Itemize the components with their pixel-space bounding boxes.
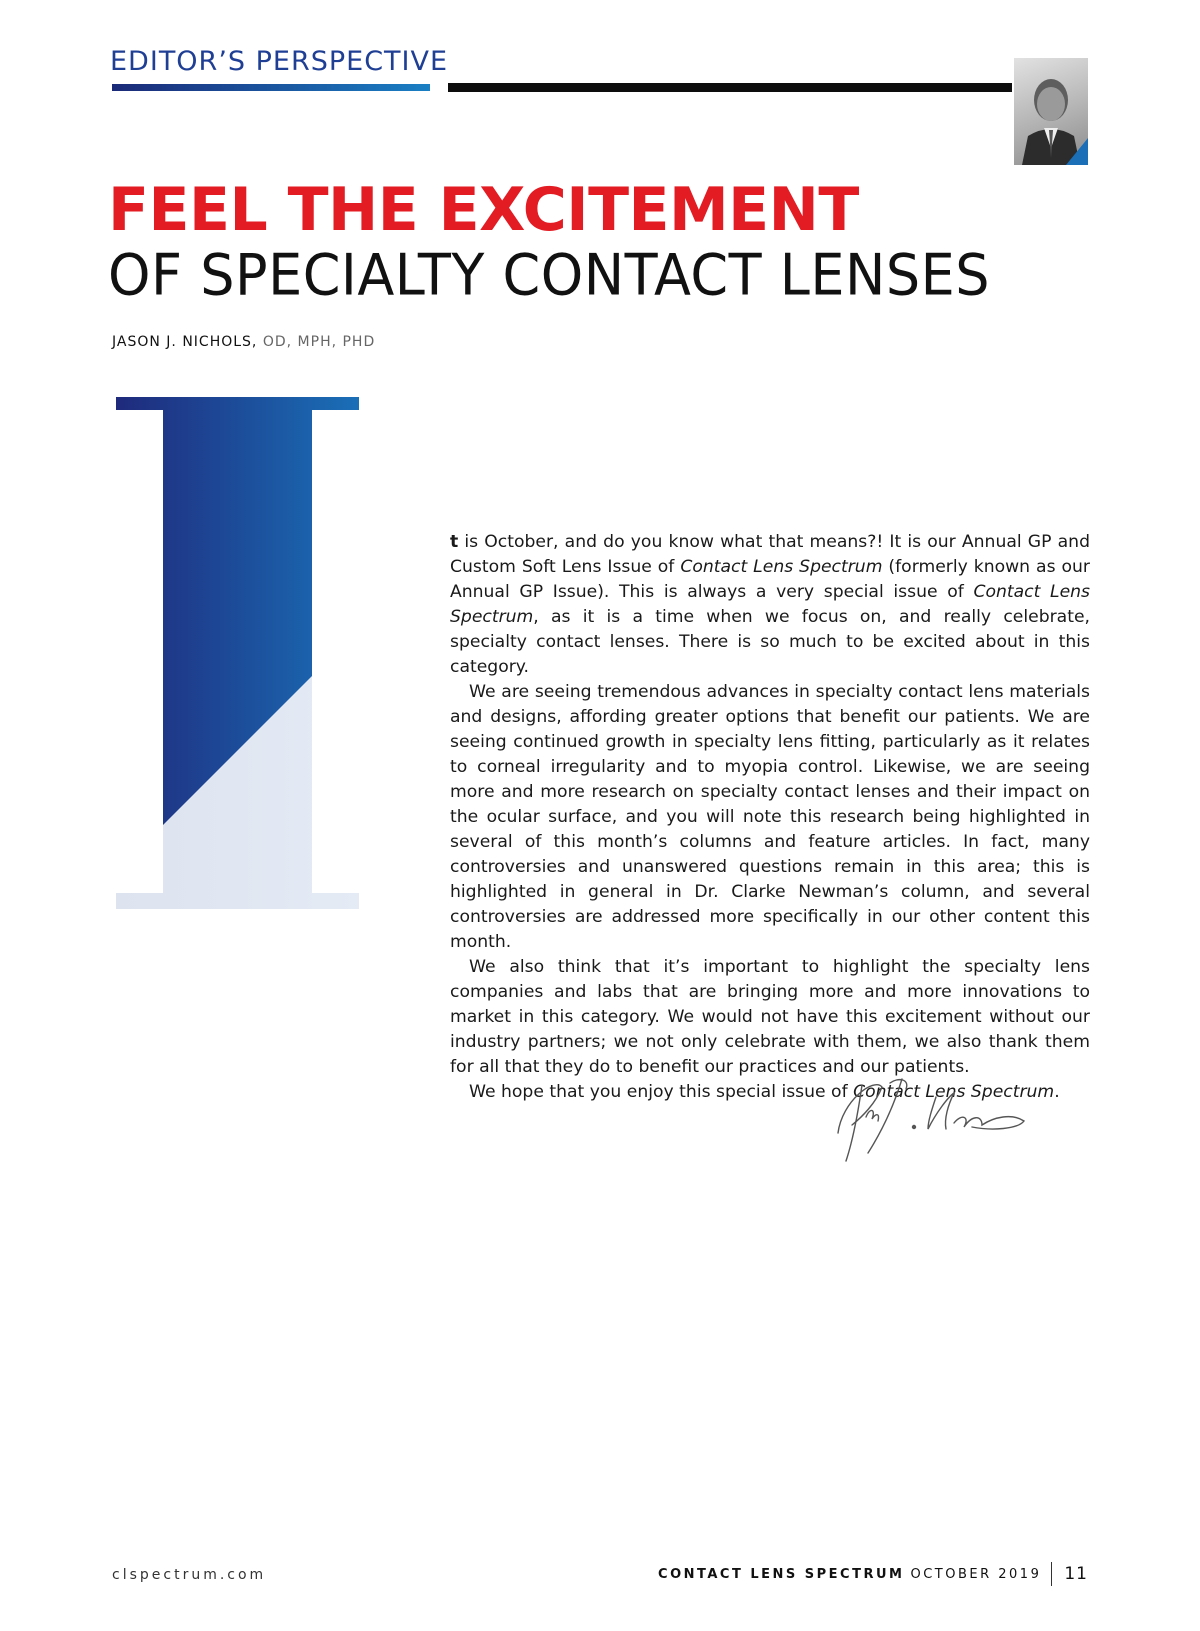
publication-title-italic: Contact Lens Spectrum (450, 582, 1090, 627)
author-credentials: OD, MPH, PHD (262, 334, 376, 350)
paragraph-text: is October, and do you know what that means?! It is our Annual GP and Custom Soft Lens Issue of (450, 532, 1090, 577)
footer-divider (1051, 1562, 1052, 1586)
publication-title-italic: Contact Lens Spectrum (680, 557, 883, 577)
section-underline (112, 84, 430, 91)
byline (112, 334, 375, 350)
publication-title-italic: Contact Lens Spectrum (853, 1082, 1055, 1102)
article-paragraph (450, 530, 1090, 680)
headline-secondary: OF SPECIALTY CONTACT LENSES (108, 242, 991, 309)
footer-issue-date: OCTOBER 2019 (910, 1566, 1042, 1582)
page-number: 11 (1064, 1564, 1088, 1584)
footer-website: clspectrum.com (112, 1567, 267, 1583)
drop-cap-letter (116, 397, 359, 909)
paragraph-text: We are seeing tremendous advances in specialty contact lens materials and designs, affording greater options that benefit our patients. We are seeing continued growth in specialty lens fitting, particularly as it relates to corneal irregularity and to myopia control. Likewise, we are seeing more and more research on specialty contact lenses and their impact on the ocular surface, and you will note this research being highlighted in several of this month’s columns and feature articles. In fact, many controversies and unanswered questions remain in this area; this is highlighted in general in Dr. Clarke Newman’s column, and several controversies are addressed more specifically in our other content this month. (450, 682, 1090, 952)
footer-publication-info (658, 1562, 1088, 1586)
section-label: EDITOR’S PERSPECTIVE (110, 46, 449, 77)
footer-publication-name: CONTACT LENS SPECTRUM (658, 1566, 905, 1582)
article-body (450, 530, 1090, 1105)
author-portrait (1014, 58, 1088, 165)
paragraph-text: We also think that it’s important to highlight the specialty lens companies and labs that are bringing more and more innovations to market in this category. We would not have this excitement without our industry partners; we not only celebrate with them, we also thank them for all that they do to benefit our practices and our patients. (450, 957, 1090, 1077)
paragraph-text: . (1054, 1082, 1060, 1102)
paragraph-text: We hope that you enjoy this special issue of (469, 1082, 854, 1102)
article-paragraph (450, 680, 1090, 955)
article-paragraph (450, 955, 1090, 1080)
paragraph-text: (formerly known as our Annual GP Issue). This is always a very special issue of (450, 557, 1090, 602)
header-rule (448, 83, 1012, 92)
editor-signature (832, 1073, 1032, 1163)
author-name: JASON J. NICHOLS, (112, 334, 258, 350)
headline-primary: FEEL THE EXCITEMENT (108, 175, 859, 245)
paragraph-text: , as it is a time when we focus on, and really celebrate, specialty contact lenses. There is so much to be excited about in this category. (450, 607, 1090, 677)
paragraph-lead-letter: t (450, 532, 459, 552)
